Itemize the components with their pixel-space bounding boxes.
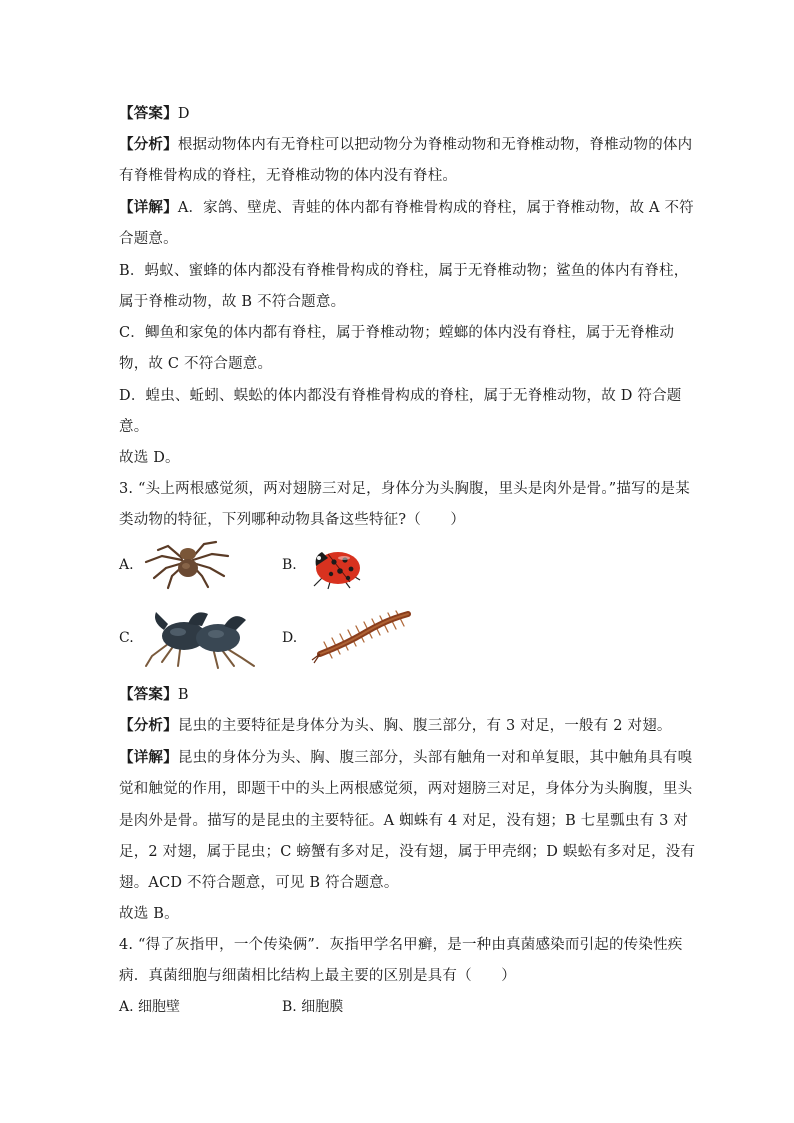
q3-detail-line5: 翅。ACD 不符合题意，可见 B 符合题意。 [119,875,399,891]
q2-conclusion: 故选 D。 [119,450,180,466]
q2-analysis-line2: 有脊椎骨构成的脊柱，无脊椎动物的体内没有脊柱。 [119,168,458,184]
q2-detail-line [119,199,694,217]
option-A-label: A. [119,557,134,573]
q3-detail-line2: 觉和触觉的作用，即题干中的头上两根感觉须，两对翅膀三对足，身体分为头胸腹，里头 [119,781,693,797]
q3-detail-line1 [119,749,692,767]
centipede-image [306,608,414,664]
answer-tag: 【答案】 [119,686,178,703]
q3-detail-line4: 足，2 对翅，属于昆虫；C 螃蟹有多对足，没有翅，属于甲壳纲；D 蜈蚣有多对足，没有 [119,844,696,860]
q2-detail-C-line2: 物，故 C 不符合题意。 [119,356,273,372]
q3-stem-line2: 类动物的特征，下列哪种动物具备这些特征?（ ） [119,512,466,528]
spider-image [138,532,234,590]
q3-conclusion: 故选 B。 [119,906,179,922]
q2-detail-C-line1: C．鲫鱼和家兔的体内都有脊柱，属于脊椎动物；螳螂的体内没有脊柱，属于无脊椎动 [119,325,675,341]
q2-detail-B-line1: B．蚂蚁、蜜蜂的体内都没有脊椎骨构成的脊柱，属于无脊椎动物；鲨鱼的体内有脊柱， [119,263,689,279]
answer-tag: 【答案】 [119,105,178,122]
q4-stem-line1: 4. “得了灰指甲，一个传染俩”．灰指甲学名甲癣，是一种由真菌感染而引起的传染性疾 [119,937,683,953]
q4-option-A: A. 细胞壁 [119,999,181,1015]
q2-detail-A-line2: 合题意。 [119,231,178,247]
option-B-label: B. [282,557,297,573]
option-D-label: D. [282,630,298,646]
ladybug-image [300,540,372,590]
detail-text: A．家鸽、壁虎、青蛙的体内都有脊椎骨构成的脊柱，属于脊椎动物，故 A 不符 [177,200,694,216]
analysis-text: 昆虫的主要特征是身体分为头、胸、腹三部分，有 3 对足，一般有 2 对翅。 [177,718,672,734]
detail-tag: 【详解】 [119,199,178,216]
q2-detail-D-line2: 意。 [119,419,149,435]
q2-answer-line [119,105,190,123]
answer-value: D [177,106,190,122]
crab-image [138,604,264,670]
answer-value: B [177,687,189,703]
analysis-tag: 【分析】 [119,717,178,734]
q3-analysis-line [119,717,672,735]
q3-detail-line3: 是肉外是骨。描写的是昆虫的主要特征。A 蜘蛛有 4 对足，没有翅；B 七星瓢虫有 3 对 [119,813,689,829]
q4-stem-line2: 病．真菌细胞与细菌相比结构上最主要的区别是具有（ ） [119,968,516,984]
detail-text: 昆虫的身体分为头、胸、腹三部分，头部有触角一对和单复眼，其中触角具有嗅 [177,750,693,766]
analysis-tag: 【分析】 [119,136,178,153]
q3-stem-line1: 3. “头上两根感觉须，两对翅膀三对足，身体分为头胸腹，里头是肉外是骨。”描写的是某 [119,481,690,497]
detail-tag: 【详解】 [119,749,178,766]
q2-detail-B-line2: 属于脊椎动物，故 B 不符合题意。 [119,294,346,310]
option-C-label: C. [119,630,134,646]
q2-analysis-line [119,136,692,154]
q4-option-B: B. 细胞膜 [282,999,344,1015]
q2-detail-D-line1: D．蝗虫、蚯蚓、蜈蚣的体内都没有脊椎骨构成的脊柱，属于无脊椎动物，故 D 符合题 [119,388,682,404]
q3-answer-line [119,686,189,704]
analysis-text: 根据动物体内有无脊柱可以把动物分为脊椎动物和无脊椎动物，脊椎动物的体内 [177,137,693,153]
